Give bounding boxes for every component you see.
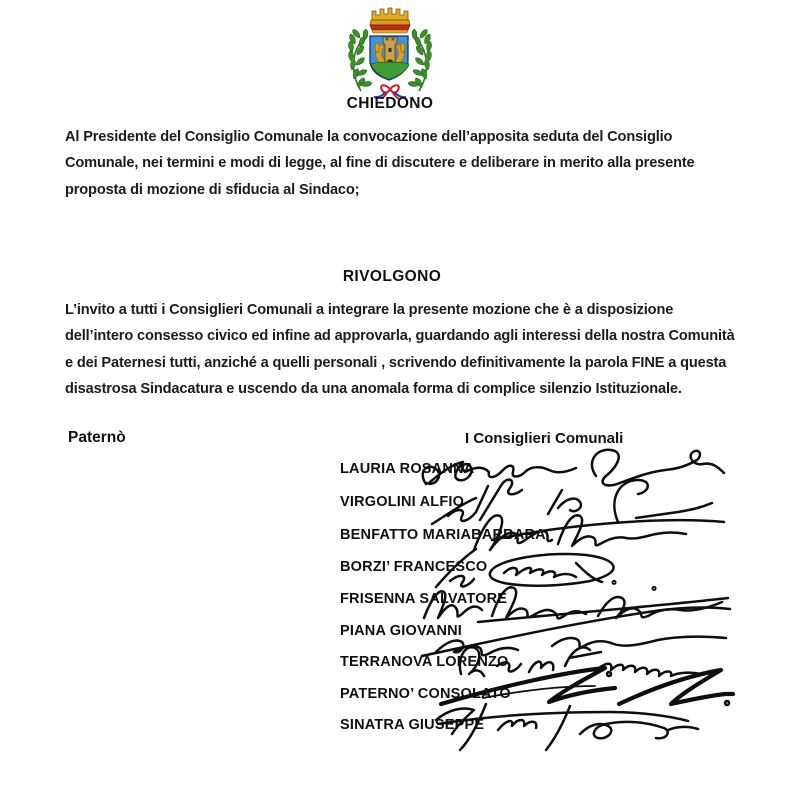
signer-name: VIRGOLINI ALFIO — [340, 494, 465, 510]
paragraph-line: disastrosa Sindacatura e uscendo da una anomala forma di complice silenzio Istituzionale. — [65, 381, 682, 398]
laurel-leaves-right — [408, 28, 433, 88]
section-heading-chiedono: CHIEDONO — [346, 95, 434, 112]
paragraph-line: dell’intero consesso civico ed infine ad approvarla, guardando agli interessi della nostra Comunità — [65, 328, 735, 345]
signer-name: PIANA GIOVANNI — [340, 623, 463, 639]
signer-name: BENFATTO MARIABARBARA — [340, 527, 546, 543]
paragraph-line: proposta di mozione di sfiducia al Sindaco; — [65, 181, 360, 198]
paragraph-chiedono — [65, 124, 695, 203]
signer-name: BORZI’ FRANCESCO — [340, 559, 488, 575]
signature-sinatra-giuseppe-icon — [428, 694, 716, 754]
municipal-coat-of-arms-icon — [344, 3, 436, 99]
shield — [370, 36, 409, 80]
signer-name: FRISENNA SALVATORE — [340, 591, 508, 607]
mural-crown — [370, 8, 410, 33]
section-heading-rivolgono: RIVOLGONO — [342, 268, 442, 285]
signer-name: PATERNO’ CONSOLATO — [340, 686, 511, 702]
paragraph-line: Al Presidente del Consiglio Comunale la convocazione dell’apposita seduta del Consiglio — [65, 129, 673, 145]
laurel-leaves-left — [348, 28, 373, 88]
place-name: Paternò — [68, 429, 126, 446]
paragraph-line: L’invito a tutti i Consiglieri Comunali a integrare la presente mozione che è a disposizione — [65, 302, 674, 318]
signer-name: LAURIA ROSANNA — [340, 461, 475, 477]
paragraph-line: Comunale, nei termini e modi di legge, al fine di discutere e deliberare in merito alla presente — [65, 155, 695, 172]
signer-name: SINATRA GIUSEPPE — [340, 717, 485, 733]
signer-name: TERRANOVA LORENZO — [340, 654, 509, 670]
green-mount — [371, 62, 409, 79]
paragraph-rivolgono — [65, 297, 735, 403]
signature-block-title: I Consiglieri Comunali — [465, 430, 624, 447]
paragraph-line: e dei Paternesi tutti, anziché a quelli personali , scrivendo definitivamente la parola FINE a questa — [65, 354, 727, 371]
